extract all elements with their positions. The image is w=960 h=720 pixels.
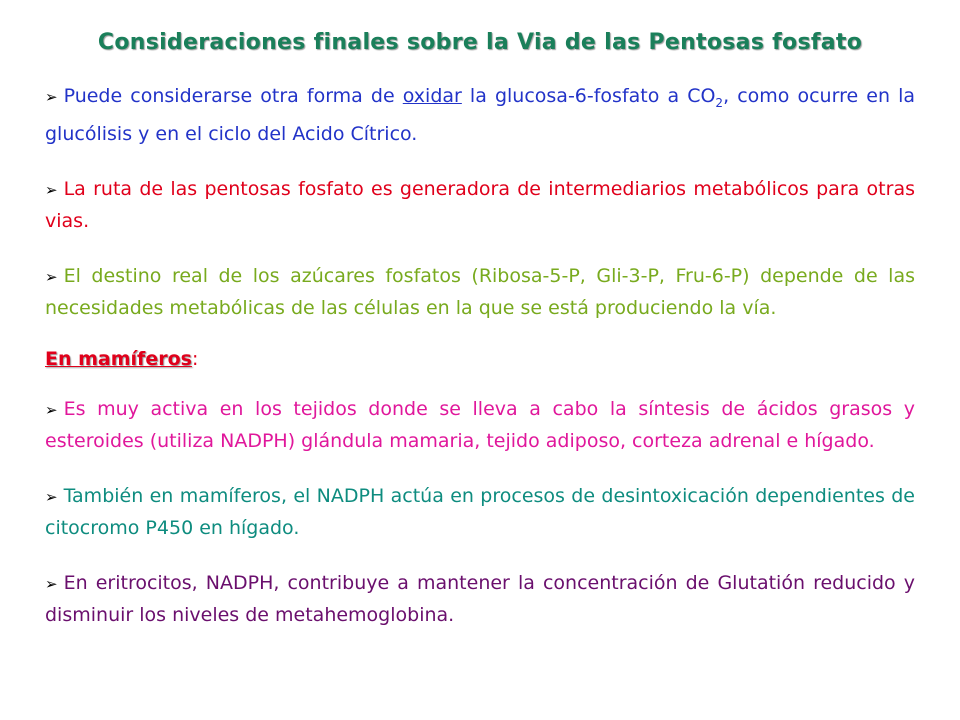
p3-text: El destino real de los azúcares fosfatos (Ribosa-5-P, Gli-3-P, Fru-6-P) depende de las necesidades metabólicas de las células en la que se está produciendo la vía. xyxy=(45,264,915,319)
bullet-erythrocytes xyxy=(45,568,915,631)
p1-sub: 2 xyxy=(715,95,724,110)
section-heading xyxy=(45,348,915,370)
arrow-bullet-icon: ➢ xyxy=(45,574,58,593)
section-heading-colon: : xyxy=(191,347,199,370)
bullet-sugar-phosphates xyxy=(45,261,915,324)
bullet-intermediates xyxy=(45,174,915,237)
arrow-bullet-icon: ➢ xyxy=(45,400,58,419)
p1-post: , como ocurre en la glucólisis y en el ciclo del Acido Cítrico. xyxy=(45,85,916,145)
p6-text: En eritrocitos, NADPH, contribuye a mantener la concentración de Glutatión reducido y disminuir los niveles de metahemoglobina. xyxy=(45,571,915,626)
arrow-bullet-icon: ➢ xyxy=(45,267,58,286)
bullet-detox xyxy=(45,481,915,544)
p5-text: También en mamíferos, el NADPH actúa en procesos de desintoxicación dependientes de citocromo P450 en hígado. xyxy=(45,484,915,539)
arrow-bullet-icon: ➢ xyxy=(45,487,58,506)
bullet-tissues xyxy=(45,394,915,457)
p1-underlined: oxidar xyxy=(402,85,462,107)
p1-pre: Puede considerarse otra forma de xyxy=(63,85,403,107)
arrow-bullet-icon: ➢ xyxy=(45,88,58,106)
arrow-bullet-icon: ➢ xyxy=(45,180,58,199)
section-heading-label: En mamíferos xyxy=(45,347,192,370)
bullet-oxidation xyxy=(45,81,915,150)
slide-title: Consideraciones finales sobre la Via de las Pentosas fosfato xyxy=(97,30,863,55)
p2-text: La ruta de las pentosas fosfato es generadora de intermediarios metabólicos para otras vias. xyxy=(45,177,915,232)
p1-mid: la glucosa-6-fosfato a CO xyxy=(461,85,716,107)
p4-text: Es muy activa en los tejidos donde se lleva a cabo la síntesis de ácidos grasos y esteroides (utiliza NADPH) glándula mamaria, tejido adiposo, corteza adrenal e hígado. xyxy=(45,397,915,452)
